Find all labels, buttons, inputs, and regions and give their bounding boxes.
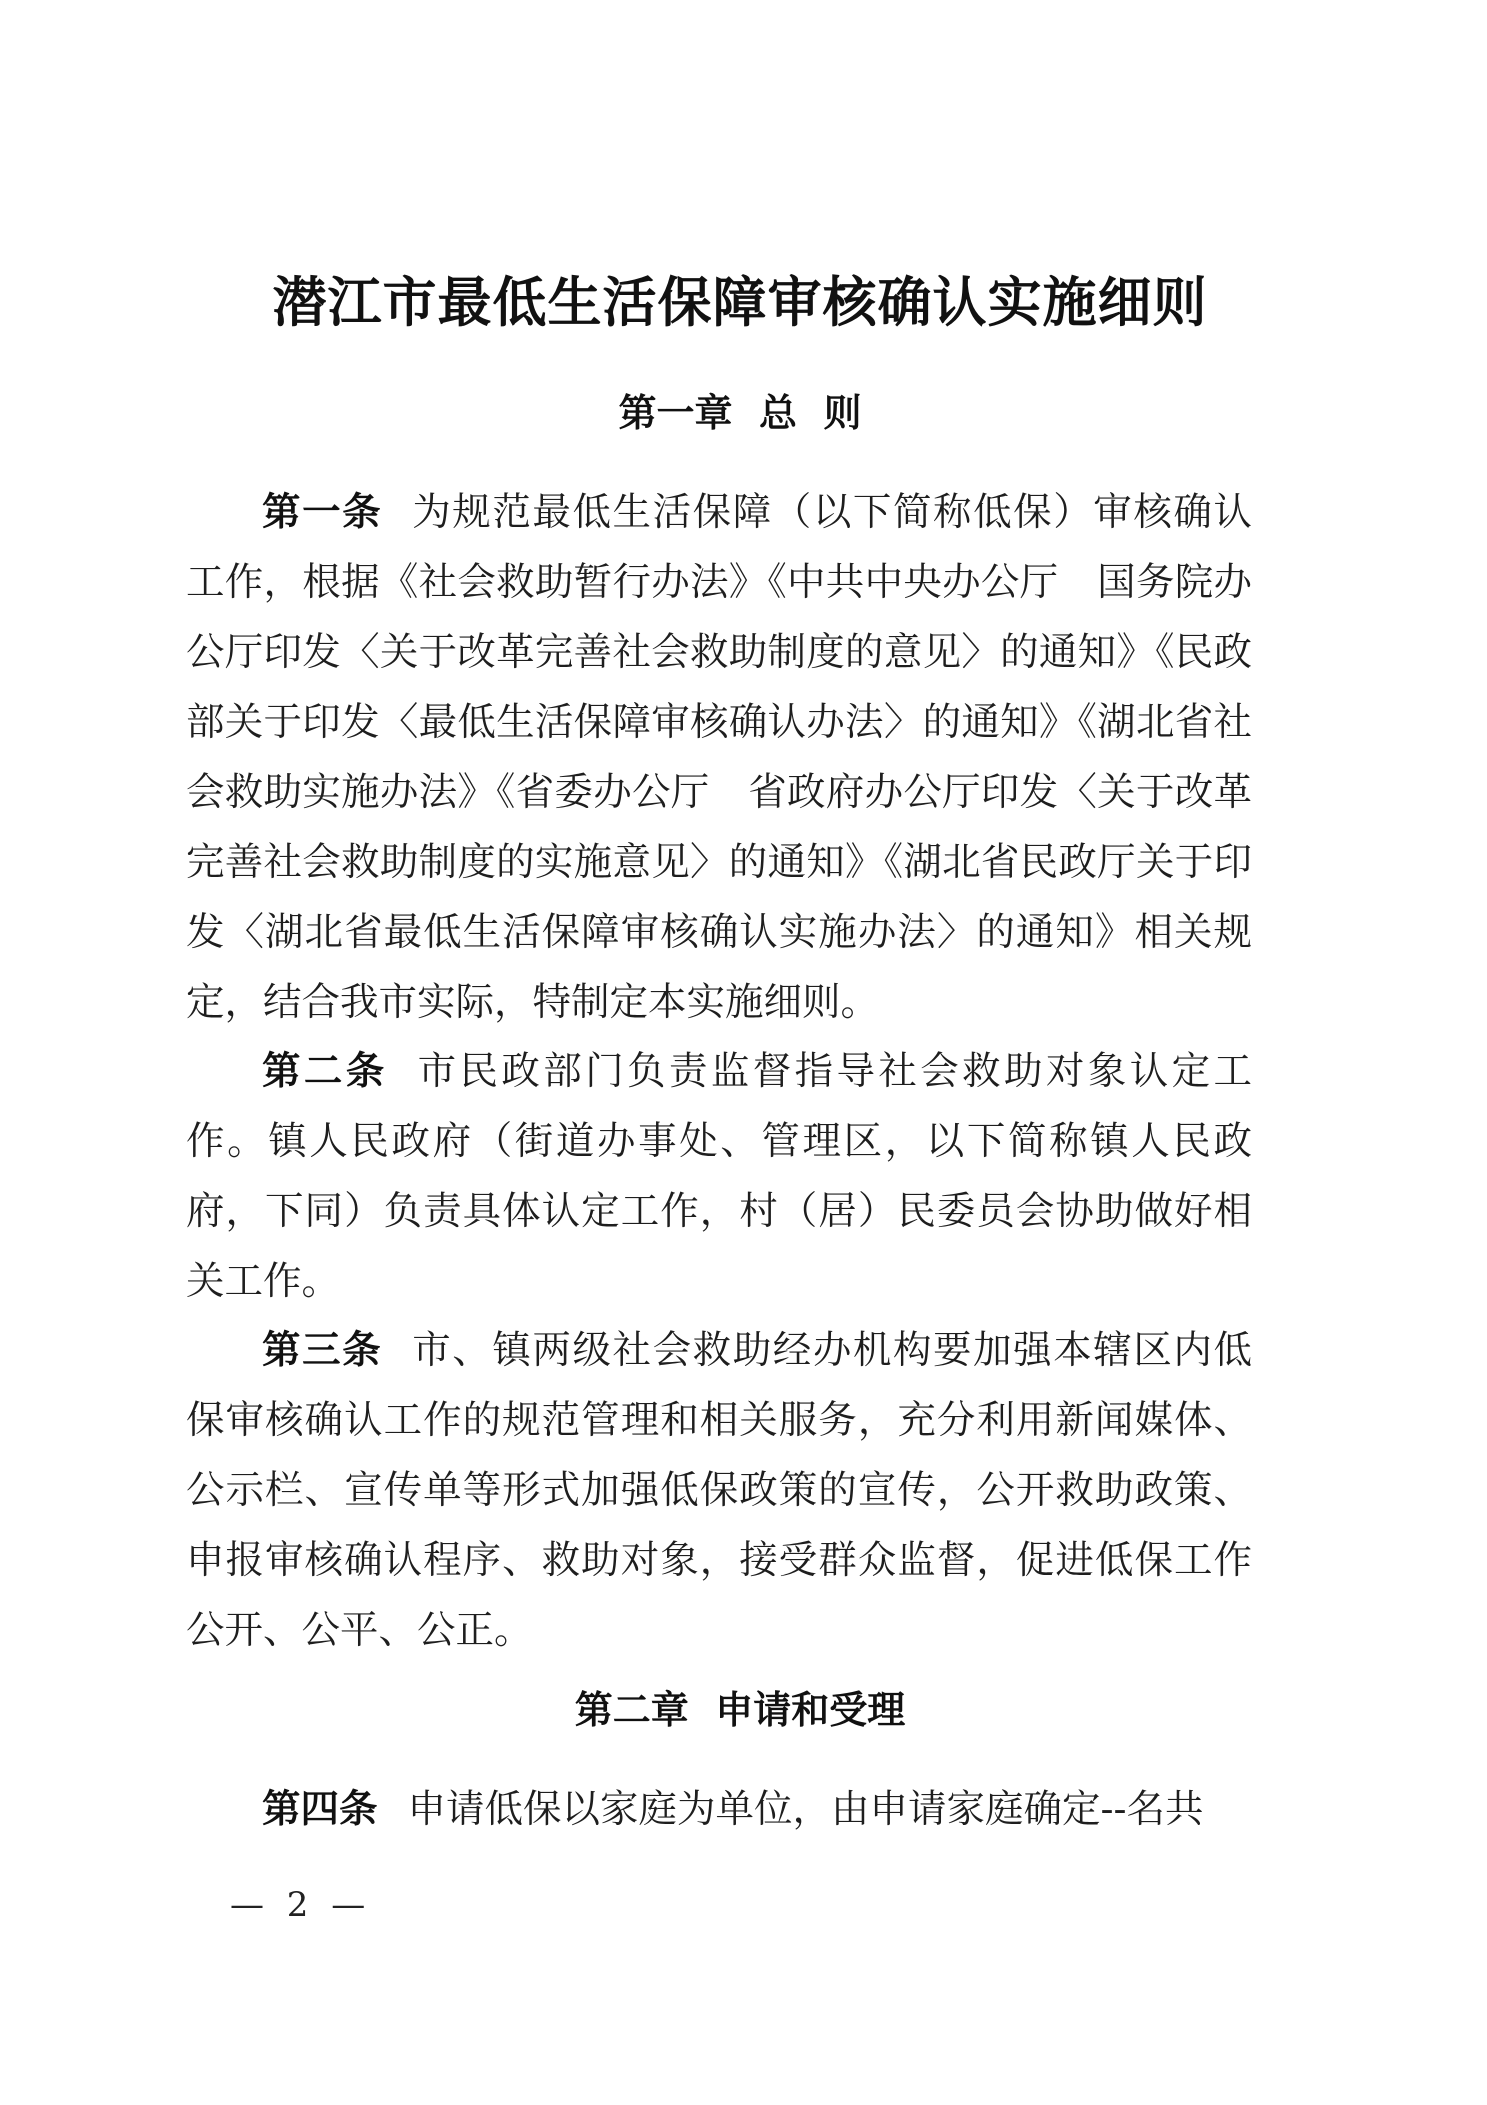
article-3-label: 第三条: [262, 1328, 383, 1373]
article-2: [186, 1037, 1252, 1317]
article-4: [186, 1775, 1252, 1845]
article-3-text: 市、镇两级社会救助经办机构要加强本辖区内低保审核确认工作的规范管理和相关服务，充分利用新闻媒体、公示栏、宣传单等形式加强低保政策的宣传，公开救助政策、申报审核确认程序、救助对象，接受群众监督，促进低保工作公开、公平、公正。: [186, 1328, 1252, 1653]
article-1: [186, 478, 1252, 1038]
chapter-heading-1: 第一章 总 则: [618, 391, 862, 435]
document-title: 潜江市最低生活保障审核确认实施细则: [272, 270, 1208, 334]
chapter-heading-2: 第二章 申请和受理: [574, 1688, 906, 1732]
page-number: — 2 —: [230, 1885, 372, 1925]
article-1-label: 第一条: [262, 490, 383, 535]
article-1-text: 为规范最低生活保障（以下简称低保）审核确认工作，根据《社会救助暂行办法》《中共中央办公厅 国务院办公厅印发〈关于改革完善社会救助制度的意见〉的通知》《民政部关于印发〈最低生活保障审核确认办法〉的通知》《湖北省社会救助实施办法》《省委办公厅 省政府办公厅印发〈关于改革完善社会救助制度的实施意见〉的通知》《湖北省民政厅关于印发〈湖北省最低生活保障审核确认实施办法〉的通知》相关规定，结合我市实际，特制定本实施细则。: [186, 490, 1252, 1025]
article-4-label: 第四条: [262, 1787, 378, 1832]
article-2-text: 市民政部门负责监督指导社会救助对象认定工作。镇人民政府（街道办事处、管理区，以下简称镇人民政府，下同）负责具体认定工作，村（居）民委员会协助做好相关工作。: [186, 1049, 1252, 1304]
article-4-text: 申请低保以家庭为单位，由申请家庭确定--名共: [407, 1787, 1204, 1832]
article-3: [186, 1316, 1252, 1666]
article-2-label: 第二条: [262, 1049, 388, 1094]
